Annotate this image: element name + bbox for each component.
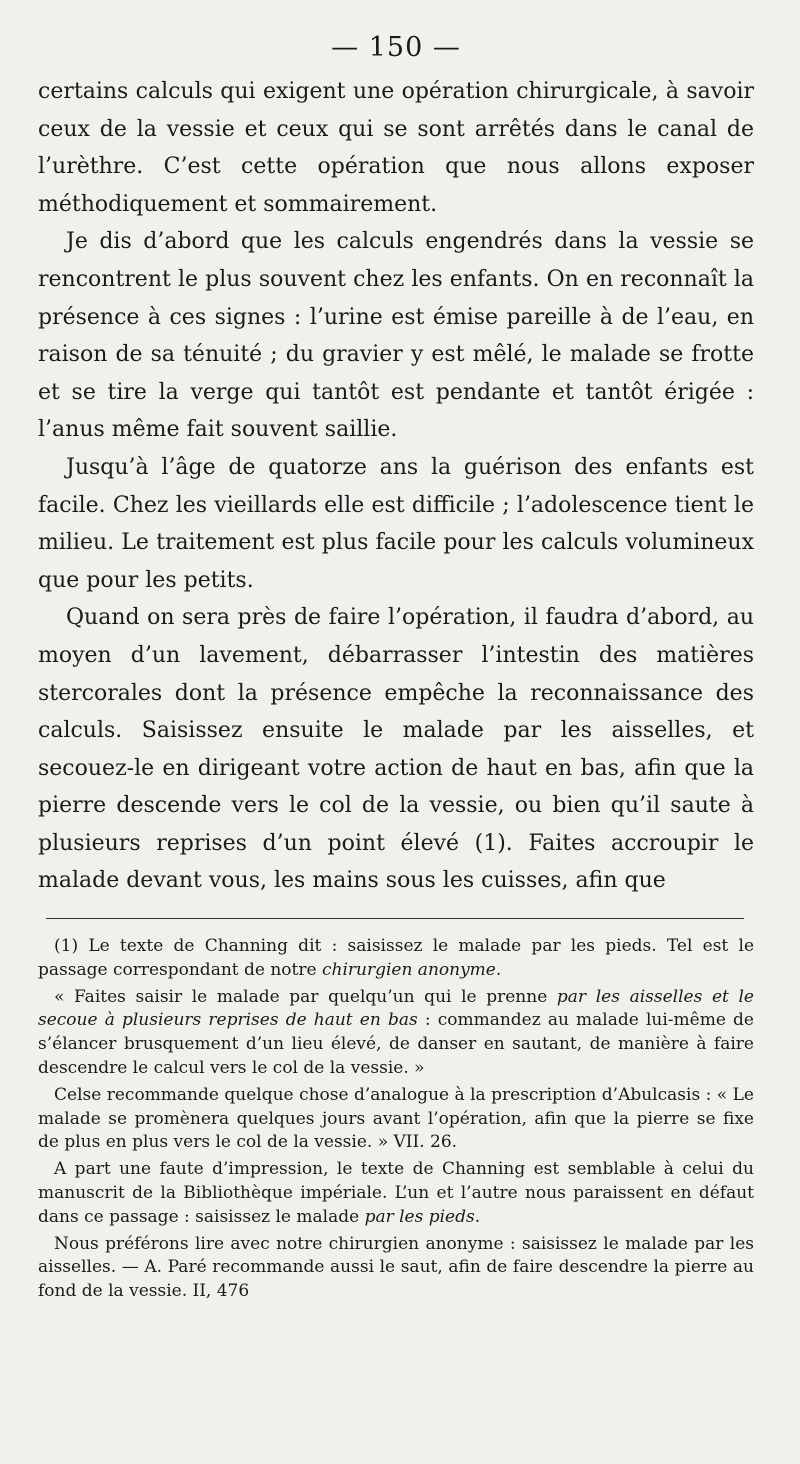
footnote-divider [46, 918, 744, 919]
footnote-2-end: : commandez au malade lui-même de s’élancer brusquement d’un lieu élevé, de danser en sautant, de manière à faire descendre le calcul vers le col de la vessie. » [38, 1010, 754, 1079]
footnotes [38, 935, 754, 1304]
footnote-2 [38, 986, 754, 1081]
paragraph-4: Quand on sera près de faire l’opération, il faudra d’abord, au moyen d’un lavement, débarrasser l’intestin des matières stercorales dont la présence empêche la reconnaissance des calculs. Saisissez ensuite le malade par les aisselles, et secouez-le en dirigeant votre action de haut en bas, afin que la pierre descende vers le col de la vessie, ou bien qu’il saute à plusieurs reprises d’un point élevé (1). Faites accroupir le malade devant vous, les mains sous les cuisses, afin que [38, 605, 754, 894]
footnote-1 [38, 935, 754, 983]
footnote-4-end: . [474, 1206, 481, 1227]
footnote-4-text: A part une faute d’impression, le texte de Channing est semblable à celui du manuscrit de la Bibliothèque impériale. L’un et l’autre nous paraissent en défaut dans ce passage : saisissez le malade [38, 1159, 754, 1227]
paragraph-3: Jusqu’à l’âge de quatorze ans la guérison des enfants est facile. Chez les vieillards elle est difficile ; l’adolescence tient le milieu. Le traitement est plus facile pour les calculs volumineux que pour les petits. [38, 454, 754, 593]
footnote-2-start: « Faites saisir le malade par quelqu’un qui le prenne [54, 986, 557, 1007]
footnote-3: Celse recommande quelque chose d’analogue à la prescription d’Abulcasis : « Le malade se promènera quelques jours avant l’opération, afin que la pierre se fixe de plus en plus vers le col de la vessie. » VII. 26. [38, 1084, 754, 1153]
footnote-4-italic: par les pieds [364, 1206, 475, 1227]
footnote-1-text: (1) Le texte de Channing dit : saisissez le malade par les pieds. Tel est le passage correspondant de notre [38, 936, 754, 980]
paragraph-1: certains calculs qui exigent une opération chirurgicale, à savoir ceux de la vessie et ceux qui se sont arrêtés dans le canal de l’urèthre. C’est cette opération que nous allons exposer méthodiquement et sommairement. [38, 79, 754, 217]
footnote-4 [38, 1158, 754, 1229]
footnote-1-italic: chirurgien anonyme [321, 959, 496, 980]
main-text [38, 73, 754, 900]
paragraph-2: Je dis d’abord que les calculs engendrés dans la vessie se rencontrent le plus souvent chez les enfants. On en reconnaît la présence à ces signes : l’urine est émise pareille à de l’eau, en raison de sa ténuité ; du gravier y est mêlé, le malade se frotte et se tire la verge qui tantôt est pendante et tantôt érigée : l’anus même fait souvent saillie. [38, 229, 754, 443]
footnote-5: Nous préférons lire avec notre chirurgien anonyme : saisissez le malade par les aisselles. — A. Paré recommande aussi le saut, afin de faire descendre la pierre au fond de la vessie. II, 476 [38, 1233, 754, 1302]
footnote-2-italic: par les aisselles et le secoue à plusieurs reprises de haut en bas [38, 986, 754, 1031]
page-number: — 150 — [331, 32, 461, 63]
footnote-1-end: . [495, 959, 502, 980]
